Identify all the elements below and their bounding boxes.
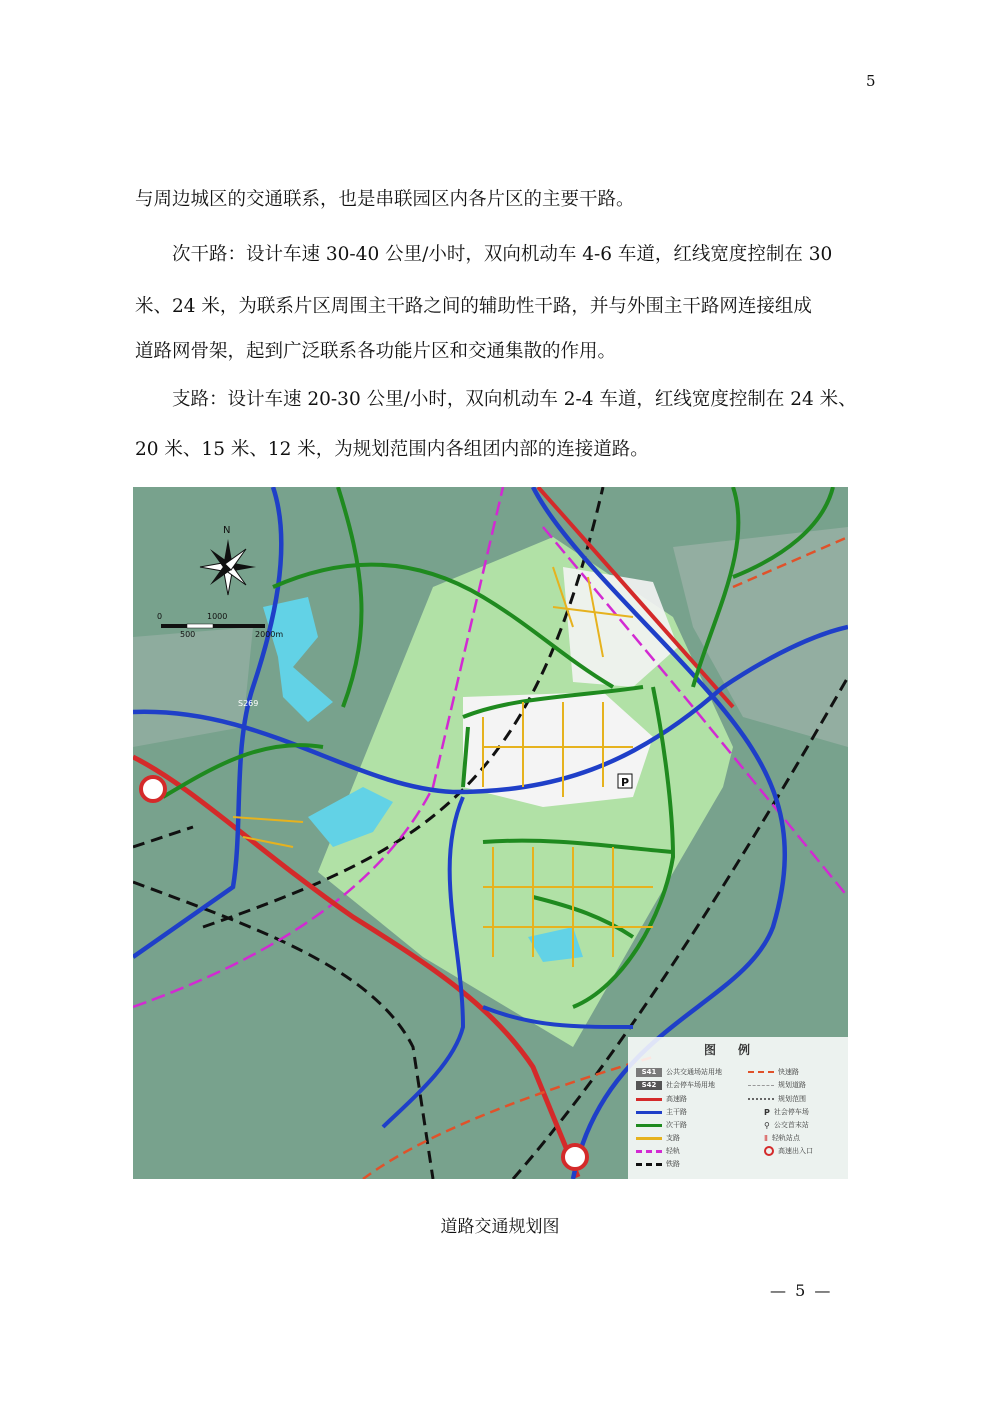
legend-tag-s41: S41	[636, 1068, 662, 1077]
legend-swatch-expressway	[636, 1098, 662, 1101]
legend-label-bus-terminal: 公交首末站	[773, 1121, 809, 1129]
legend-swatch-planned-road	[748, 1085, 774, 1086]
legend-item-highway-exit	[764, 1146, 813, 1156]
legend-item-expressway	[636, 1094, 687, 1104]
paragraph-2-line-3: 道路网骨架，起到广泛联系各功能片区和交通集散的作用。	[135, 341, 617, 362]
legend-item-light-rail	[636, 1146, 680, 1156]
legend-item-rail-station	[764, 1133, 800, 1143]
legend-label-planning-boundary: 规划范围	[778, 1095, 806, 1103]
paragraph-3-line-1: 支路：设计车速 20-30 公里/小时，双向机动车 2-4 车道，红线宽度控制在 24 米、	[172, 389, 857, 410]
rail-station-icon: Ⅱ	[764, 1133, 768, 1143]
legend-label-branch-road: 支路	[666, 1134, 680, 1142]
legend-label-s41: 公共交通场站用地	[666, 1068, 722, 1076]
legend-item-planning-boundary	[748, 1094, 806, 1104]
legend-item-parking	[764, 1107, 809, 1117]
legend-swatch-light-rail	[636, 1150, 662, 1153]
legend-label-fast-road: 快速路	[778, 1068, 799, 1076]
legend-item-railway	[636, 1159, 680, 1169]
legend-label-parking: 社会停车场	[773, 1108, 809, 1116]
paragraph-3-line-2: 20 米、15 米、12 米，为规划范围内各组团内部的连接道路。	[135, 439, 649, 460]
legend-swatch-main-road	[636, 1111, 662, 1114]
bus-terminal-icon: ⚲	[764, 1120, 770, 1130]
legend-label-rail-station: 轻轨站点	[771, 1134, 800, 1142]
highway-exit-icon	[764, 1146, 774, 1156]
paragraph-1: 与周边城区的交通联系，也是串联园区内各片区的主要干路。	[135, 189, 635, 210]
legend-label-expressway: 高速路	[666, 1095, 687, 1103]
legend-swatch-planning-boundary	[748, 1098, 774, 1100]
road-label-s269: S269	[238, 699, 259, 708]
legend-swatch-fast-road	[748, 1071, 774, 1073]
scale-label-0: 0	[157, 612, 163, 621]
legend-label-main-road: 主干路	[666, 1108, 687, 1116]
legend-item-fast-road	[748, 1067, 799, 1077]
svg-text:P: P	[621, 776, 630, 789]
legend-label-planned-road: 规划道路	[778, 1081, 806, 1089]
legend-item-planned-road	[748, 1080, 806, 1090]
legend-swatch-railway	[636, 1163, 662, 1166]
legend-tag-s42: S42	[636, 1081, 662, 1090]
legend-swatch-secondary-road	[636, 1124, 662, 1127]
scale-label-1000: 1000	[207, 612, 228, 621]
figure-caption: 道路交通规划图	[440, 1217, 560, 1237]
compass-north-label: N	[223, 525, 231, 536]
legend-label-secondary-road: 次干路	[666, 1121, 687, 1129]
legend-item-secondary-road	[636, 1120, 687, 1130]
page-number-footer: — 5 —	[770, 1281, 833, 1300]
parking-icon: P	[764, 1107, 770, 1117]
legend-swatch-branch-road	[636, 1137, 662, 1140]
legend-item-main-road	[636, 1107, 687, 1117]
legend-title: 图例	[703, 1043, 772, 1057]
scale-label-500: 500	[180, 630, 196, 639]
paragraph-2-line-2: 米、24 米，为联系片区周围主干路之间的辅助性干路，并与外围主干路网连接组成	[135, 296, 812, 317]
map-legend	[628, 1037, 848, 1179]
paragraph-2-line-1: 次干路：设计车速 30-40 公里/小时，双向机动车 4-6 车道，红线宽度控制在 30	[172, 244, 833, 265]
scale-label-2000m: 2000m	[255, 630, 284, 639]
legend-label-railway: 铁路	[666, 1160, 680, 1168]
legend-label-highway-exit: 高速出入口	[778, 1147, 813, 1155]
legend-label-s42: 社会停车场用地	[666, 1081, 715, 1089]
legend-item-s42	[636, 1080, 715, 1090]
page-number-top: 5	[866, 72, 876, 90]
legend-label-light-rail: 轻轨	[666, 1147, 680, 1155]
legend-item-branch-road	[636, 1133, 680, 1143]
legend-item-bus-terminal	[764, 1120, 809, 1130]
legend-item-s41	[636, 1067, 722, 1077]
